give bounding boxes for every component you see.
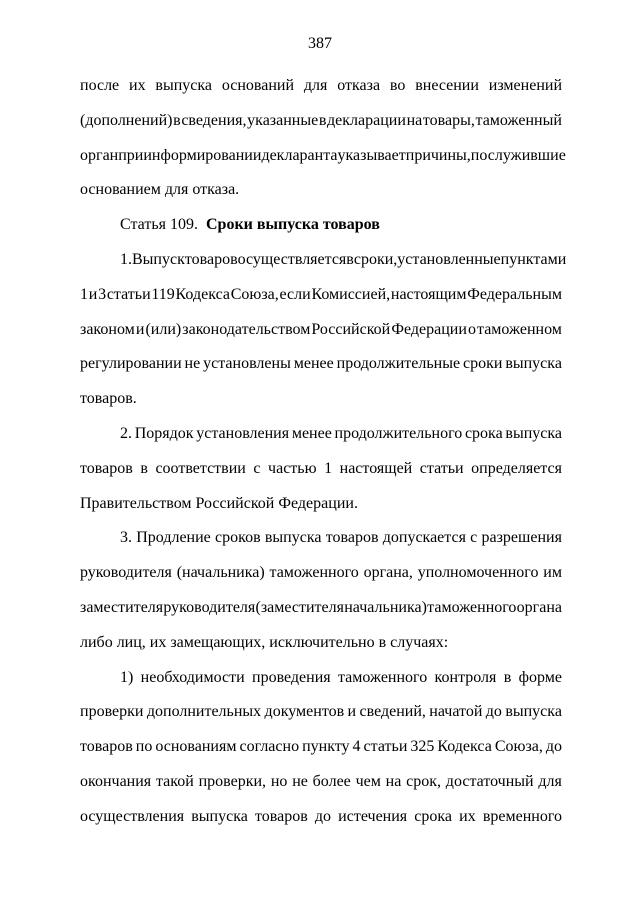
document-body: [80, 69, 567, 835]
paragraph: [80, 417, 562, 521]
text-line: 1 и 3 статьи 119 Кодекса Союза, если Комиссией, настоящим Федеральным: [80, 285, 562, 303]
paragraph: [80, 69, 566, 208]
paragraph: [80, 243, 567, 417]
text-line: 3. Продление сроков выпуска товаров допускается с разрешения: [120, 529, 562, 547]
text-line: руководителя (начальника) таможенного органа, уполномоченного им: [80, 564, 562, 582]
text-line: законом и (или) законодательством Российской Федерации о таможенном: [80, 320, 562, 338]
article-heading: [80, 208, 562, 243]
article-title: Сроки выпуска товаров: [205, 216, 380, 234]
text-line: 1. Выпуск товаров осуществляется в сроки, установленные пунктами: [120, 250, 567, 268]
text-line: после их выпуска оснований для отказа во внесении изменений: [80, 77, 562, 94]
article-number: Статья 109.: [120, 216, 198, 234]
paragraph: [80, 521, 562, 660]
text-line: 2. Порядок установления менее продолжительного срока выпуска: [120, 424, 562, 442]
text-line: проверки дополнительных документов и сведений, начатой до выпуска: [80, 703, 562, 721]
text-line: орган при информировании декларанта указывает причины, послужившие: [80, 146, 566, 164]
text-line: окончания такой проверки, но не более чем на срок, достаточный для: [80, 772, 562, 790]
text-line: Правительством Российской Федерации.: [80, 494, 358, 512]
text-line: либо лиц, их замещающих, исключительно в случаях:: [80, 633, 449, 651]
text-line: 1) необходимости проведения таможенного контроля в форме: [120, 668, 562, 686]
text-line: основанием для отказа.: [80, 181, 240, 199]
text-line: товаров в соответствии с частью 1 настоящей статьи определяется: [80, 459, 562, 477]
paragraph: [80, 661, 562, 835]
text-line: товаров.: [80, 390, 137, 408]
text-line: осуществления выпуска товаров до истечения срока их временного: [80, 807, 562, 825]
text-line: заместителя руководителя (заместителя начальника) таможенного органа: [80, 598, 562, 616]
page-number: 387: [308, 35, 332, 52]
text-line: товаров по основаниям согласно пункту 4 статьи 325 Кодекса Союза, до: [80, 738, 562, 756]
text-line: (дополнений) в сведения, указанные в декларации на товары, таможенный: [80, 111, 562, 129]
text-line: регулировании не установлены менее продолжительные сроки выпуска: [80, 355, 562, 373]
